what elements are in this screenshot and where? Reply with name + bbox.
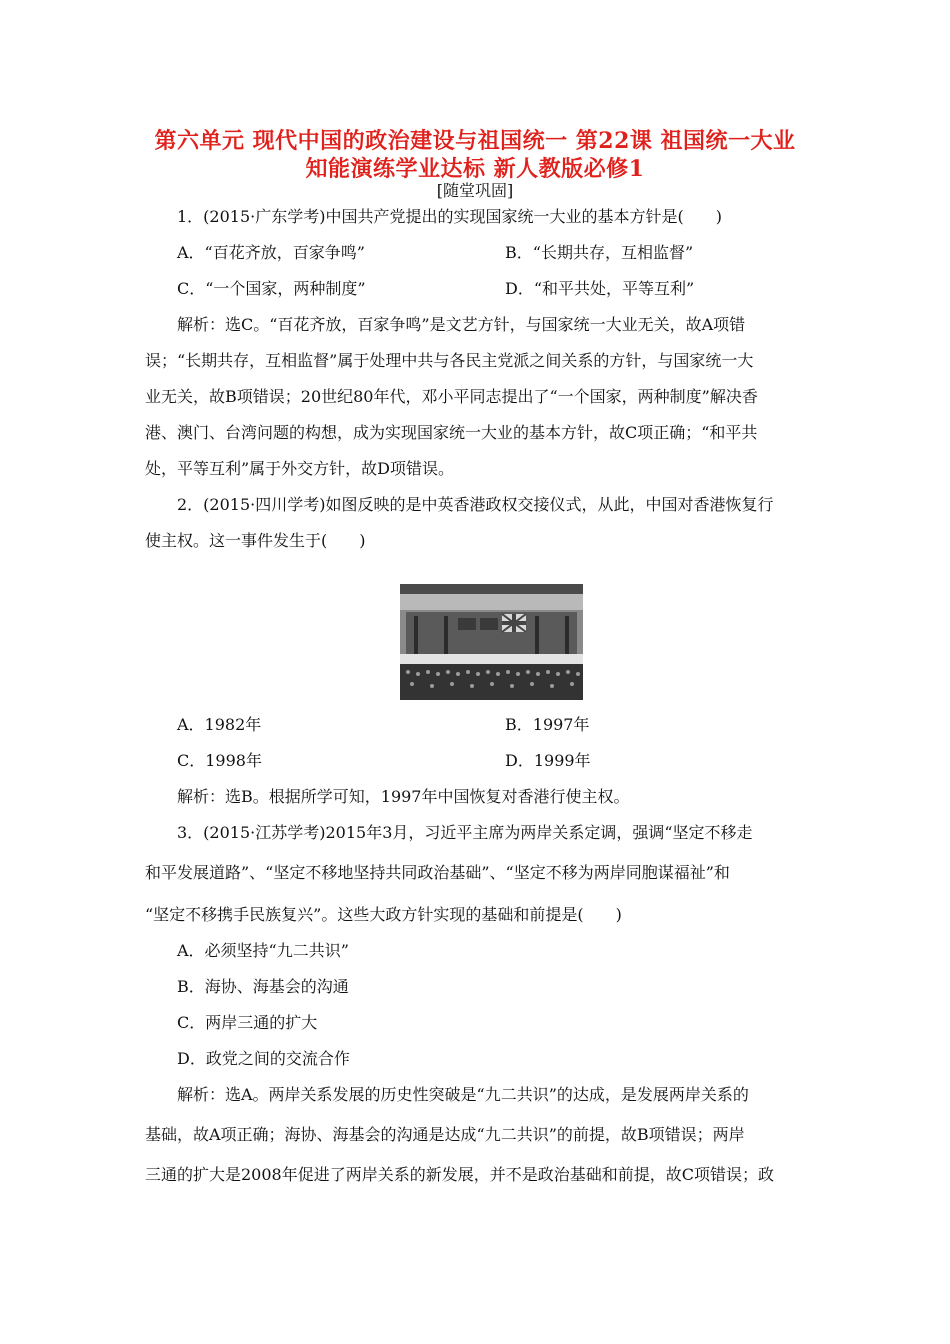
q2-option-b: B．1997年 <box>505 715 590 734</box>
q1-analysis-line: 误；“长期共存，互相监督”属于处理中共与各民主党派之间关系的方针，与国家统一大 <box>145 351 754 370</box>
q2-option-c: C．1998年 <box>177 751 262 770</box>
q3-option-b: B．海协、海基会的沟通 <box>177 977 349 996</box>
q3-analysis-line: 三通的扩大是2008年促进了两岸关系的新发展，并不是政治基础和前提，故C项错误；政 <box>145 1165 774 1184</box>
q3-stem-line: 3．(2015·江苏学考)2015年3月，习近平主席为两岸关系定调，强调“坚定不移走 <box>177 823 753 842</box>
q1-option-b: B．“长期共存，互相监督” <box>505 243 694 262</box>
q3-stem-line: 和平发展道路”、“坚定不移地坚持共同政治基础”、“坚定不移为两岸同胞谋福祉”和 <box>145 863 730 882</box>
section-label: [随堂巩固] <box>436 181 514 200</box>
q1-stem: 1．(2015·广东学考)中国共产党提出的实现国家统一大业的基本方针是( ) <box>177 207 722 226</box>
handover-ceremony-illustration <box>400 584 583 700</box>
q2-option-d: D．1999年 <box>505 751 591 770</box>
q3-stem-line: “坚定不移携手民族复兴”。这些大政方针实现的基础和前提是( ) <box>145 905 622 924</box>
q3-option-d: D．政党之间的交流合作 <box>177 1049 350 1068</box>
document-title-line-1: 第六单元 现代中国的政治建设与祖国统一 第22课 祖国统一大业 <box>154 128 796 154</box>
q3-option-c: C．两岸三通的扩大 <box>177 1013 318 1032</box>
q1-analysis-line: 解析：选C。“百花齐放，百家争鸣”是文艺方针，与国家统一大业无关，故A项错 <box>177 315 746 334</box>
q1-option-a: A．“百花齐放，百家争鸣” <box>177 243 365 262</box>
document-title-line-2: 知能演练学业达标 新人教版必修1 <box>305 156 645 182</box>
q2-stem-line: 2．(2015·四川学考)如图反映的是中英香港政权交接仪式，从此，中国对香港恢复行 <box>177 495 774 514</box>
q2-analysis: 解析：选B。根据所学可知，1997年中国恢复对香港行使主权。 <box>177 787 630 806</box>
q1-analysis-line: 业无关，故B项错误；20世纪80年代，邓小平同志提出了“一个国家，两种制度”解决香 <box>145 387 758 406</box>
q3-analysis-line: 解析：选A。两岸关系发展的历史性突破是“九二共识”的达成，是发展两岸关系的 <box>177 1085 749 1104</box>
q1-option-d: D．“和平共处，平等互利” <box>505 279 695 298</box>
q1-analysis-line: 港、澳门、台湾问题的构想，成为实现国家统一大业的基本方针，故C项正确；“和平共 <box>145 423 758 442</box>
q2-option-a: A．1982年 <box>177 715 262 734</box>
q1-analysis-line: 处，平等互利”属于外交方针，故D项错误。 <box>145 459 455 478</box>
handover-ceremony-photo <box>400 584 583 700</box>
q1-option-c: C．“一个国家，两种制度” <box>177 279 366 298</box>
q3-analysis-line: 基础，故A项正确；海协、海基会的沟通是达成“九二共识”的前提，故B项错误；两岸 <box>145 1125 745 1144</box>
q2-stem-line: 使主权。这一事件发生于( ) <box>145 531 366 550</box>
q3-option-a: A．必须坚持“九二共识” <box>177 941 349 960</box>
